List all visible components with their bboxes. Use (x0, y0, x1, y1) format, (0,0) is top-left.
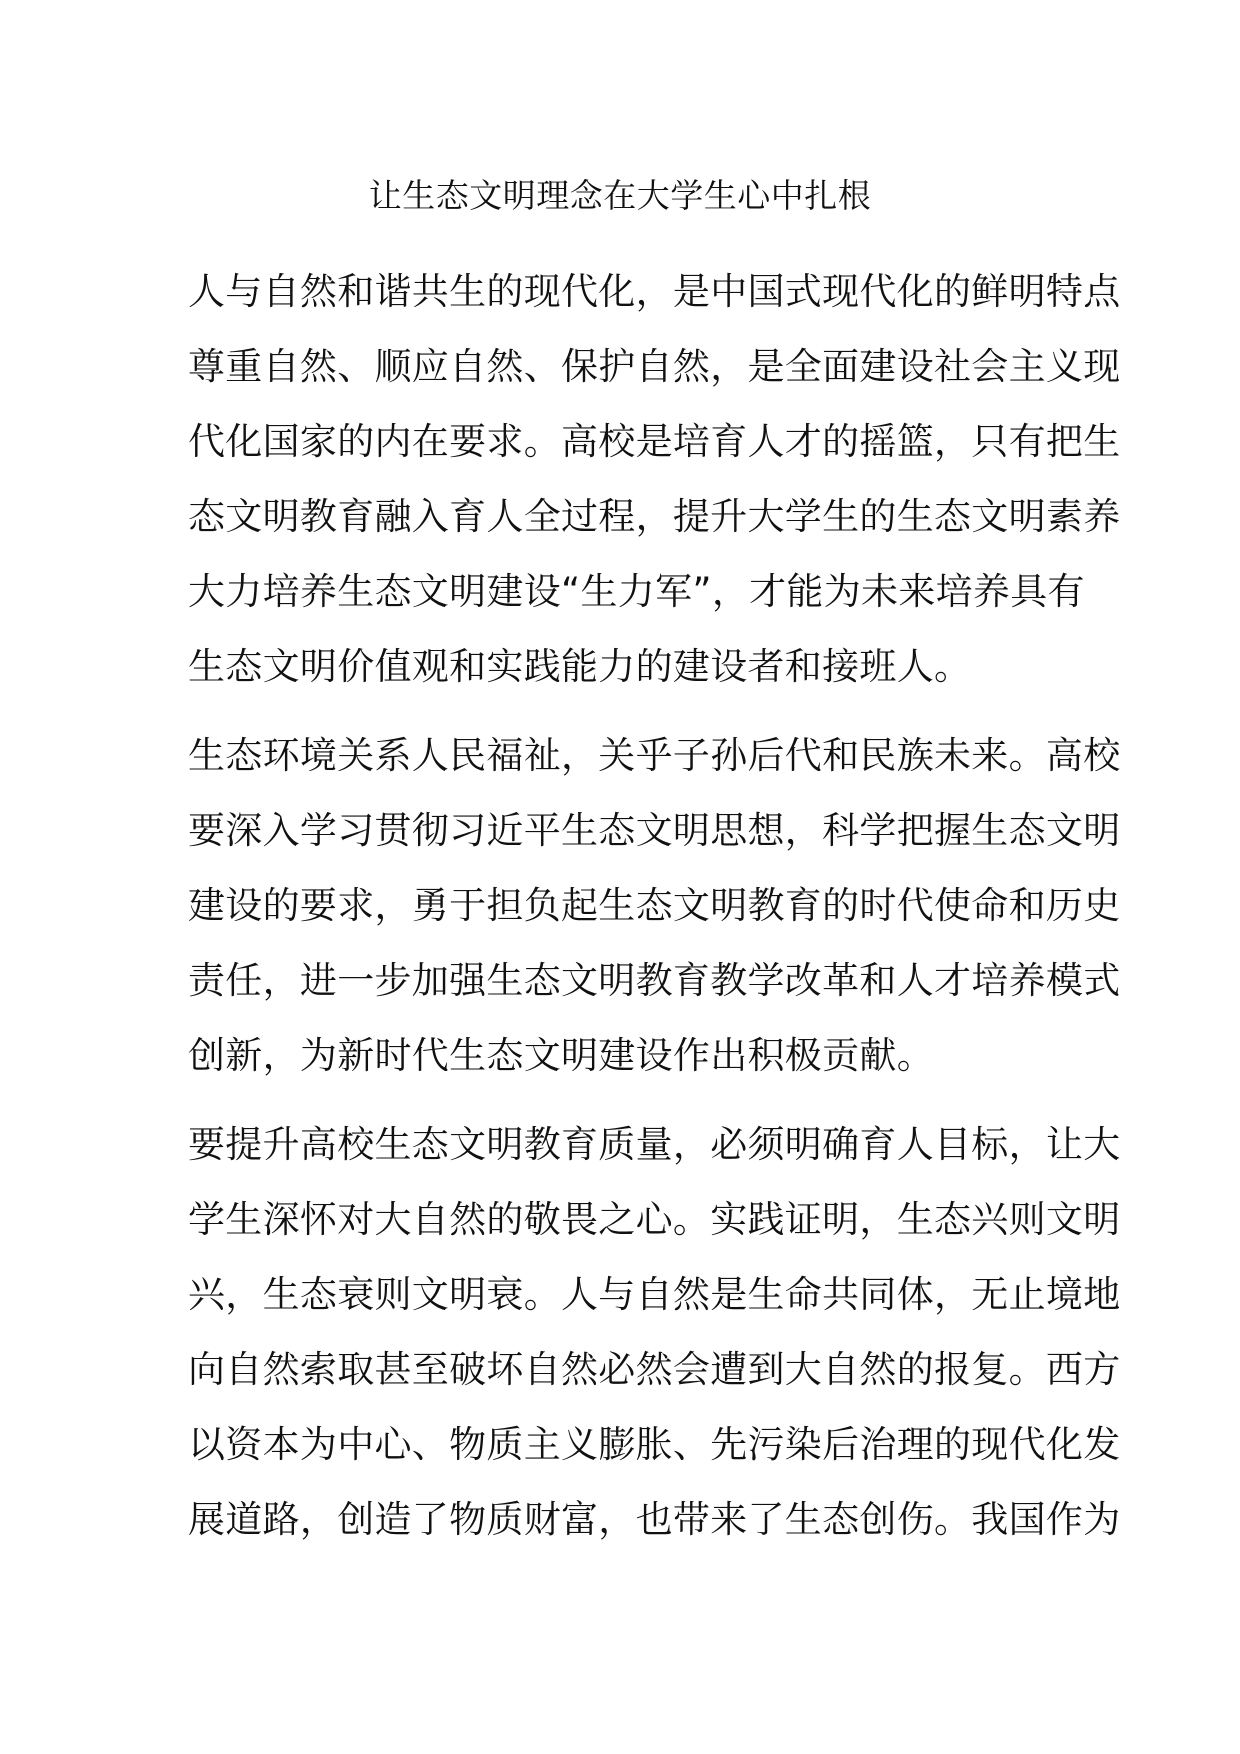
text-line: 尊重自然、顺应自然、保护自然，是全面建设社会主义现 (188, 345, 1121, 388)
text-line: 学生深怀对大自然的敬畏之心。实践证明，生态兴则文明 (188, 1198, 1121, 1241)
text-line: 要提升高校生态文明教育质量，必须明确育人目标，让大 (188, 1123, 1121, 1166)
paragraph-2 (188, 718, 1121, 1093)
text-line: 生态环境关系人民福祉，关乎子孙后代和民族未来。高校 (188, 734, 1121, 777)
text-line: 兴，生态衰则文明衰。人与自然是生命共同体，无止境地 (188, 1273, 1121, 1316)
text-line: 以资本为中心、物质主义膨胀、先污染后治理的现代化发 (188, 1423, 1121, 1466)
text-line: 态文明教育融入育人全过程，提升大学生的生态文明素养 (188, 495, 1121, 538)
paragraph-1 (188, 254, 1121, 704)
text-line: 代化国家的内在要求。高校是培育人才的摇篮，只有把生 (188, 420, 1121, 463)
text-line: 要深入学习贯彻习近平生态文明思想，科学把握生态文明 (188, 809, 1121, 852)
text-line: 向自然索取甚至破坏自然必然会遭到大自然的报复。西方 (188, 1348, 1121, 1391)
document-title: 让生态文明理念在大学生心中扎根 (368, 176, 872, 215)
text-line: 人与自然和谐共生的现代化，是中国式现代化的鲜明特点 (188, 270, 1121, 313)
text-line: 创新，为新时代生态文明建设作出积极贡献。 (188, 1034, 934, 1077)
text-line: 大力培养生态文明建设“生力军”，才能为未来培养具有 (188, 570, 1085, 613)
text-line: 生态文明价值观和实践能力的建设者和接班人。 (188, 645, 972, 688)
text-line: 展道路，创造了物质财富，也带来了生态创伤。我国作为 (188, 1498, 1121, 1541)
document-body (188, 254, 1121, 1571)
text-line: 责任，进一步加强生态文明教育教学改革和人才培养模式 (188, 959, 1121, 1002)
text-line: 建设的要求，勇于担负起生态文明教育的时代使命和历史 (188, 884, 1121, 927)
paragraph-3 (188, 1107, 1121, 1557)
